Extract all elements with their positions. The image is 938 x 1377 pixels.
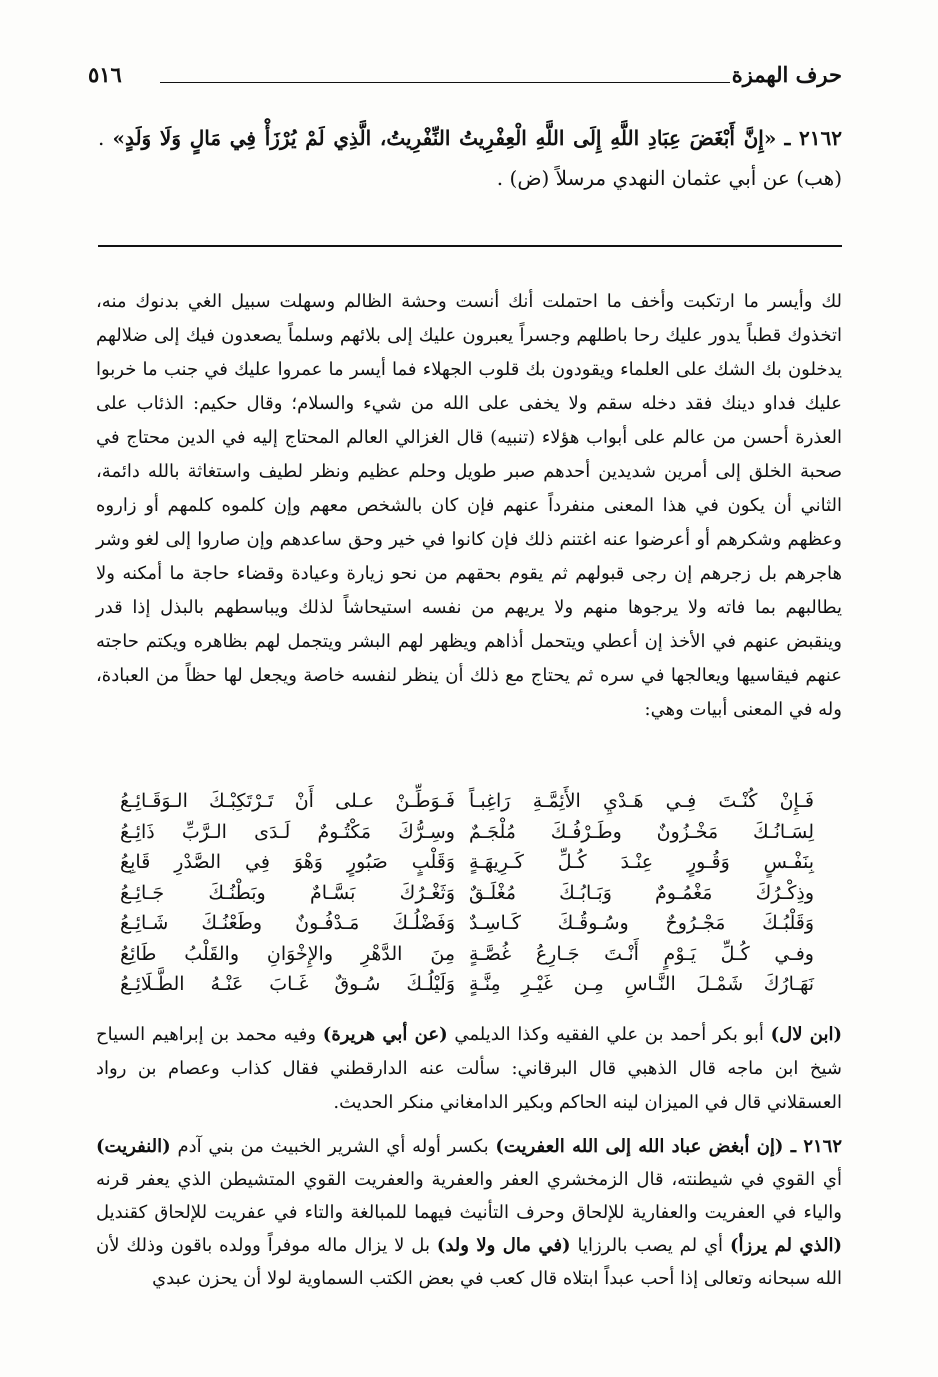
source-abbreviation: (ابن لال) [770, 1024, 842, 1045]
hadith-number: ٢١٦٢ ـ [784, 126, 842, 150]
chapter-title: حرف الهمزة [731, 62, 842, 87]
poem-verse [120, 847, 814, 878]
poem-verse [120, 908, 814, 939]
explanation-text: أي لم يصب بالرزايا [577, 1235, 724, 1256]
commentary-paragraph: لك وأيسر ما ارتكبت وأخف ما احتملت أنك أنست وحشة الظالم وسهلت سبيل الغي بدنوك منه، اتخذوك قطباً يدور عليك رحا باطلهم وجسراً يعبرون عليك إلى بلائهم وسلماً يصعدون فيك إلى ضلالهم يدخلون بك الشك على العلماء ويقودون بك قلوب الجهلاء فما أيسر ما عمروا عليك في جنب ما خربوا عليك فداو دينك فقد دخله سقم ولا يخفى على الله من شيء والسلام؛ وقال حكيم: الذئاب على العذرة أحسن من عالم على أبواب هؤلاء (تنبيه) قال الغزالي العالم المحتاج إليه في الدين محتاج في صحبة الخلق إلى أمرين شديدين أحدهم صبر طويل وحلم عظيم ونظر لطيف واستغاثة بالله دائمة، الثاني أن يكون في هذا المعنى منفرداً عنهم فإن كان بالشخص معهم وإن كلموه كلمهم أو زاروه وعظهم وشكرهم أو أعرضوا عنه اغتنم ذلك فإن كانوا في خير وحق ساعدهم وإن صاروا إلى لغو وشر هاجرهم بل زجرهم إن رجى قبولهم ثم يقوم بحقهم من نحو زيارة وعيادة وقضاء حاجة ما أمكنه ولا يطالبهم بما فاته ولا يرجوها منهم ولا يريهم من نفسه استيحاشاً لذلك ويباسطهم بالبذل إذا قدر وينقبض عنهم في الأخذ إن أعطي ويتحمل أذاهم ويظهر لهم البشر ويتجمل لهم بظاهره ويكتم حاجته عنهم فيقاسيها ويعالجها في سره ثم يحتاج مع ذلك أن ينظر لنفسه خاصة ويجعل لها حظاً من العبادة، وله في المعنى أبيات وهي: [96, 291, 842, 720]
verse-second-hemistich: فَـوَطِّـنْ عـلى أَنْ تَـرْتَكِبْـكَ الـوَقَـائِـعُ [120, 790, 455, 812]
poem-verse [120, 969, 814, 1000]
source-text-cont: وفيه محمد بن إبراهيم السياح شيخ ابن ماجه قال الذهبي قال البرقاني: سألت عنه الدارقطني فقال كذاب وعصام بن رواد العسقلاني قال في الميزان لينه الحاكم وبكير الدامغاني منكر الحديث. [96, 1024, 842, 1113]
explanation-text: أي القوي في شيطنته، قال الزمخشري العفر والعفرية والعفريت القوي المتشيطن الذي يعفر قرنه والياء في العفريت والعفارية للإلحاق وحرف التأنيث فيهما للمبالغة والتاء في عفريت للإلحاق كقنديل [96, 1169, 842, 1223]
footnote-divider [98, 245, 842, 247]
verse-first-hemistich: نَهَـارُكَ شَمْـلَ النَّـاسِ مِـن غَيْـرِ مِنَّـةٍ [469, 973, 814, 995]
verse-first-hemistich: وفـي كُـلِّ يَـوْمٍ أَنْـتَ جَـارِعُ غُصَّـةٍ [469, 942, 814, 965]
verse-first-hemistich: لِسَـانُـكَ مَخْـزُونٌ وطَـرْفُـكَ مُلْجَـمٌ [469, 820, 814, 843]
source-text: أبو بكر أحمد بن علي الفقيه وكذا الديلمي [454, 1024, 764, 1045]
verse-first-hemistich: فَـإِنْ كُنْـتَ فِـي هَـدْيِ الأَئِمَّـةِ رَاغِبـاً [469, 790, 814, 812]
verse-second-hemistich: وَقَلْبٍ صَبُورٍ وَهْوَ فِي الصَّدْرِ قَابِعُ [120, 851, 455, 873]
explanation-paragraph [96, 1130, 842, 1295]
source-narrator: (عن أبي هريرة) [322, 1024, 448, 1045]
poem-verse [120, 878, 814, 909]
explanation-lemma: (النفريت) [96, 1136, 171, 1157]
verse-first-hemistich: وَقَلْبُـكَ مَجْـرُوحٌ وسُـوقُـكَ كَـاسِـدٌ [469, 912, 814, 934]
explanation-lemma: ٢١٦٢ ـ (إن أبغض عباد الله إلى الله العفريت) [495, 1136, 842, 1157]
poem-verse [120, 786, 814, 817]
explanation-text: بل لا يزال ماله موفراً وولده باقون وذلك لأن الله سبحانه وتعالى إذا أحب عبداً ابتلاه قال كعب في بعض الكتب السماوية لولا أن يحزن عبدي [96, 1235, 842, 1289]
verse-second-hemistich: وَفَضْلُـكَ مَـدْفُـونٌ وطَعْنُـكَ شَـائِـعُ [120, 912, 455, 934]
explanation-text: بكسر أوله أي الشرير الخبيث من بني آدم [177, 1136, 489, 1157]
poem-verse [120, 939, 814, 970]
verse-second-hemistich: وَثَغْـرُكَ بَسَّـامٌ وبَطْنُـكَ جَـائِـعُ [120, 881, 455, 904]
page-number: ٥١٦ [88, 62, 122, 87]
hadith-source: . (هب) عن أبي عثمان النهدي مرسلاً (ض) . [98, 126, 842, 190]
page-header [88, 58, 842, 98]
verse-first-hemistich: بِنَفْـسٍ وَقُـورٍ عِنْـدَ كُـلِّ كَـرِيهَـةٍ [469, 851, 814, 873]
verse-second-hemistich: مِنَ الدَّهْرِ والإِخْوَانِ والقَلْبُ طَائِعُ [120, 942, 455, 965]
hadith-text [98, 118, 842, 198]
source-paragraph [96, 1018, 842, 1120]
verse-second-hemistich: وَلَيْلُـكَ سُـوقٌ غَـابَ عَنْـهُ الطَّـلَائِـعُ [120, 973, 455, 995]
verse-first-hemistich: وذِكْـرُكَ مَغْمُـومٌ وَبَـابُـكَ مُغْلَـقٌ [469, 881, 814, 904]
poem-verse [120, 817, 814, 848]
poem [120, 786, 814, 1000]
hadith-matn: «إِنَّ أَبْغَضَ عِبَادِ اللَّهِ إِلَى اللَّهِ الْعِفْرِيتُ النِّفْرِيتُ، الَّذِي لَمْ يُرْزَأْ فِي مَالٍ وَلَا وَلَدٍ» [112, 126, 777, 150]
header-rule [160, 82, 730, 83]
explanation-lemma: (في مال ولا ولد) [436, 1235, 571, 1256]
verse-second-hemistich: وسِـرُّكَ مَكْتُـومٌ لَـدَى الـرَّبِّ ذَائِـعُ [120, 820, 455, 843]
explanation-lemma: (الذي لم يرزأ) [729, 1235, 842, 1256]
